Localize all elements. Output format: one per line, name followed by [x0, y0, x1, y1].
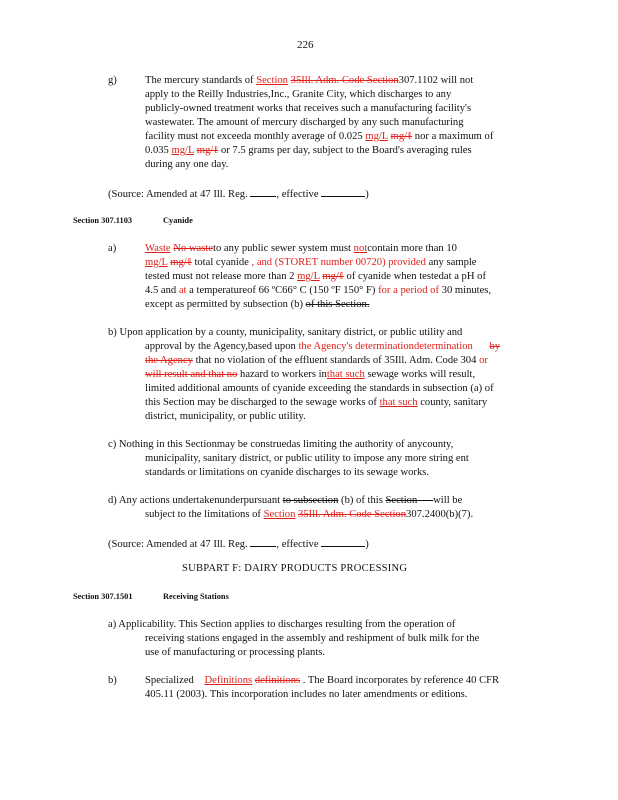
para-d-line-1 [108, 494, 462, 507]
text: total cyanide [194, 257, 249, 268]
para-a-line-3 [145, 270, 486, 283]
deleted-text: 35Ill. Adm. Code Section [298, 509, 407, 520]
para-g-label: g) [108, 75, 117, 86]
text: county, sanitary [420, 397, 488, 408]
receiving-a-line-2: receiving stations engaged in the assembly and reshipment of bulk milk for the [145, 633, 480, 644]
text: this Section may be discharged to the sewage works of [145, 397, 377, 408]
text: (Source: Amended at 47 Ill. Reg. [108, 189, 248, 200]
text: to any public sewer system must [213, 243, 351, 254]
blank-line [250, 186, 276, 197]
para-a-line-4 [145, 284, 491, 297]
text: 307.2400(b)(7). [406, 509, 474, 520]
para-a-line-5 [145, 298, 370, 311]
text: or 7.5 grams per day, subject to the Board's averaging rules [220, 145, 472, 156]
receiving-b-label: b) [108, 675, 117, 686]
para-c-line-1: c) Nothing in this Sectionmay be construedas limiting the authority of anycounty, [108, 439, 454, 450]
inserted-text: not [353, 243, 368, 254]
inserted-text: Section [256, 75, 288, 86]
receiving-b-line-2: 405.11 (2003). This incorporation includes no later amendments or editions. [145, 689, 468, 700]
section-number-1103: Section 307.1103 [73, 216, 133, 225]
text: contain more than 10 [367, 243, 457, 254]
text: any sample [428, 257, 477, 268]
text: tested must not release more than 2 [145, 271, 295, 282]
para-c-line-3: standards or limitations on cyanide discharges to its sewage works. [145, 467, 430, 478]
subpart-heading: SUBPART F: DAIRY PRODUCTS PROCESSING [182, 563, 408, 574]
text: 0.035 [145, 145, 169, 156]
text: d) Any actions undertakenunderpursuant [108, 495, 281, 506]
deleted-text: of this Section. [305, 299, 370, 310]
text: of cyanide when testedat a pH of [346, 271, 486, 282]
blank-line [321, 186, 365, 197]
receiving-b-line-1 [145, 674, 499, 687]
inserted-text: for a period of [378, 285, 439, 296]
deleted-text: mg/ℓ [322, 271, 344, 282]
text: ) [365, 539, 369, 550]
text: ) [365, 189, 369, 200]
deleted-text: mg/ℓ [170, 257, 192, 268]
inserted-text: mg/L [365, 131, 388, 142]
deleted-text: No waste [173, 243, 213, 254]
text: (b) of this [341, 495, 383, 506]
para-g-line-6 [145, 144, 472, 157]
text: except as permitted by subsection (b) [145, 299, 303, 310]
para-g-line-2: apply to the Reilly Industries,Inc., Granite City, which discharges to any [145, 89, 452, 100]
para-b-line-1: b) Upon application by a county, municipality, sanitary district, or public utility and [108, 327, 463, 338]
para-b-line-6 [145, 396, 487, 409]
para-b-line-4 [145, 368, 475, 381]
text: facility must not exceeda monthly average of 0.025 [145, 131, 363, 142]
deleted-text: the Agency [145, 355, 193, 366]
inserted-text: that such [326, 369, 365, 380]
para-d-line-2 [145, 508, 473, 521]
deleted-text: to subsection [282, 495, 339, 506]
text: hazard to workers in [240, 369, 327, 380]
text: 4.5 and [145, 285, 177, 296]
section-number-1501: Section 307.1501 [73, 592, 133, 601]
text: Specialized [145, 675, 194, 686]
deleted-text: definitions [254, 675, 301, 686]
text: . The Board incorporates by reference 40 CFR [302, 675, 500, 686]
text: The mercury standards of [145, 75, 254, 86]
deleted-text: 35Ill. Adm. Code Section [290, 75, 399, 86]
source-note-2 [108, 536, 369, 551]
inserted-text: that such [379, 397, 418, 408]
deleted-text: mg/ℓ [196, 145, 219, 156]
para-g-line-5 [145, 130, 493, 143]
inserted-text: at [178, 285, 187, 296]
section-title-cyanide: Cyanide [163, 216, 193, 225]
text: nor a maximum of [414, 131, 494, 142]
text: , effective [276, 189, 319, 200]
text: , effective [276, 539, 319, 550]
inserted-text: Waste [145, 243, 171, 254]
para-a-label: a) [108, 243, 117, 254]
text: that no violation of the effluent standards of 35Ill. Adm. Code 304 [195, 355, 477, 366]
text: (Source: Amended at 47 Ill. Reg. [108, 539, 248, 550]
blank-line [250, 536, 276, 547]
text: a temperatureof 66 ºC66° C (150 ºF 150° F) [189, 285, 376, 296]
deleted-text: mg/ℓ [390, 131, 413, 142]
para-b-line-7: district, municipality, or public utility. [145, 411, 306, 422]
para-b-line-2 [145, 340, 500, 353]
inserted-text: mg/L [297, 271, 320, 282]
text: 30 minutes, [441, 285, 492, 296]
inserted-text: Section [263, 509, 296, 520]
para-b-line-5: limited additional amounts of cyanide exceeding the standards in subsection (a) of [145, 383, 494, 394]
inserted-text: Definitions [204, 675, 253, 686]
page-number: 226 [297, 39, 314, 51]
receiving-a-line-1: a) Applicability. This Section applies to discharges resulting from the operation of [108, 619, 456, 630]
deleted-text: by [489, 341, 501, 352]
inserted-text: or [479, 355, 488, 366]
deleted-text: will result and that no [145, 369, 238, 380]
text: 307.1102 will not [398, 75, 474, 86]
para-g-line-1 [145, 74, 473, 87]
deleted-gap [417, 495, 433, 506]
text: approval by the Agency,based upon [145, 341, 296, 352]
deleted-text: Section [385, 495, 418, 506]
inserted-text: the Agency's determinationdetermination [298, 341, 473, 352]
para-g-line-7: during any one day. [145, 159, 229, 170]
source-note-1 [108, 186, 369, 201]
inserted-text: , and (STORET number 00720) provided [251, 257, 426, 268]
para-a-line-1 [145, 242, 457, 255]
para-g-line-4: wastewater. The amount of mercury discharged by any such manufacturing [145, 117, 464, 128]
para-g-line-3: publicly-owned treatment works that receives such a manufacturing facility's [145, 103, 472, 114]
section-title-receiving-stations: Receiving Stations [163, 592, 229, 601]
inserted-text: mg/L [171, 145, 195, 156]
para-a-line-2 [145, 256, 477, 269]
receiving-a-line-3: use of manufacturing or processing plants. [145, 647, 326, 658]
text: will be [433, 495, 463, 506]
blank-line [321, 536, 365, 547]
text: sewage works will result, [367, 369, 476, 380]
inserted-text: mg/L [145, 257, 168, 268]
para-b-line-3 [145, 354, 488, 367]
text: subject to the limitations of [145, 509, 261, 520]
para-c-line-2: municipality, sanitary district, or public utility to impose any more string ent [145, 453, 469, 464]
